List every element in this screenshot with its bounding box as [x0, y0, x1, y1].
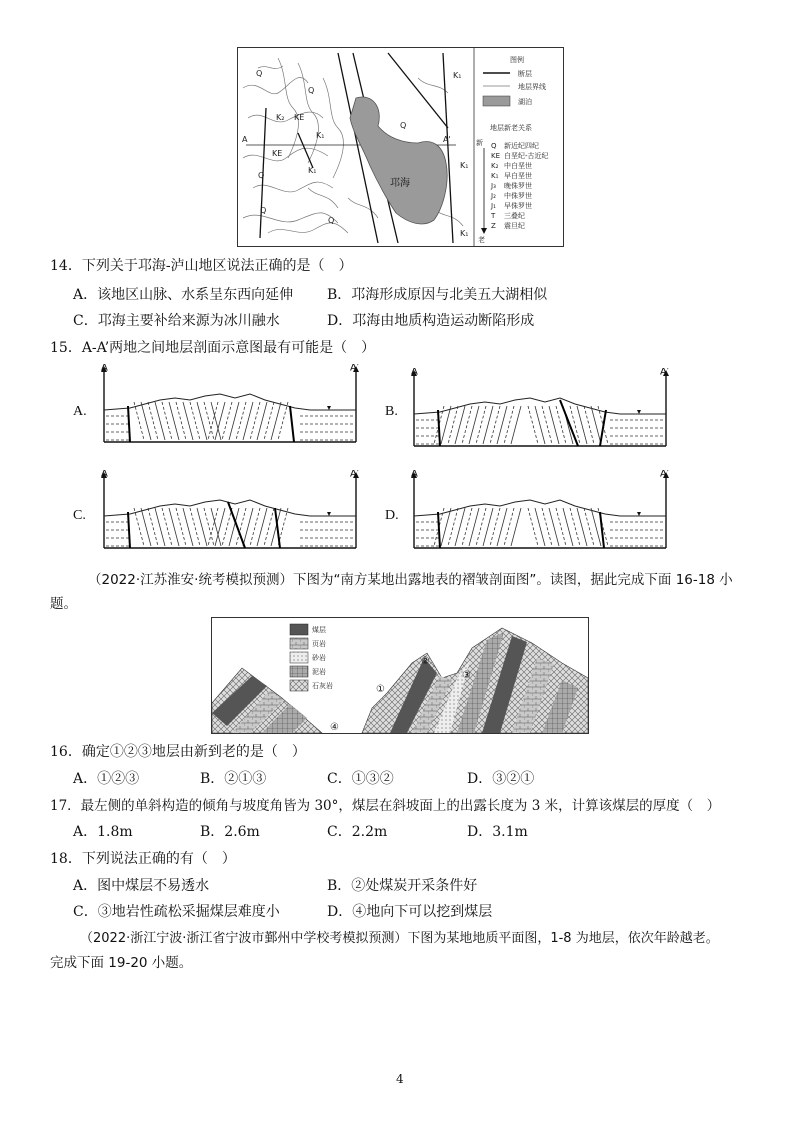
q15-label-a[interactable]: A.	[73, 404, 87, 419]
q15-label-b[interactable]: B.	[385, 404, 398, 419]
strata-name: 中白垩世	[504, 162, 532, 170]
fold-legend-shale: 页岩	[312, 640, 326, 648]
q17-option-b[interactable]: B．2.6m	[200, 824, 260, 840]
section-end-a2: A′	[350, 364, 360, 374]
q14-option-c[interactable]: C．邛海主要补给来源为冰川融水	[73, 313, 280, 329]
section-diagram-c[interactable]	[100, 470, 362, 560]
strata-code: KE	[491, 152, 501, 160]
strata-name: 新近纪四纪	[504, 142, 539, 150]
q18-option-c[interactable]: C．③地岩性疏松采掘煤层难度小	[73, 904, 280, 920]
section-end-a: A	[411, 470, 418, 480]
strata-name: 早白垩世	[504, 172, 532, 180]
legend-title: 图例	[510, 56, 524, 64]
strata-name: 白垩纪-古近纪	[504, 152, 549, 160]
map-code: K₁	[453, 71, 462, 80]
geologic-map-svg	[238, 48, 563, 246]
strata-code: J₂	[491, 192, 496, 200]
section-end-a: A	[101, 364, 108, 374]
legend-item-boundary: 地层界线	[518, 83, 546, 91]
fold-legend-mudstone: 泥岩	[312, 668, 326, 676]
map-code: Q	[256, 69, 263, 78]
page-number: 4	[396, 1072, 404, 1086]
q16-option-c[interactable]: C．①③②	[327, 771, 394, 787]
map-point-a: A	[242, 135, 248, 144]
fold-legend	[290, 624, 333, 691]
fold-legend-coal: 煤层	[312, 626, 326, 634]
legend-item-fault: 断层	[518, 70, 532, 78]
q16-option-a[interactable]: A．①②③	[73, 771, 140, 787]
fold-marker-4: ④	[330, 722, 339, 733]
q14-option-a[interactable]: A．该地区山脉、水系呈东西向延伸	[73, 287, 294, 303]
q18-stem: 18．下列说法正确的有（ ）	[50, 851, 236, 867]
map-code: Q	[400, 121, 407, 130]
right-folds	[362, 628, 588, 733]
q18-option-d[interactable]: D．④地向下可以挖到煤层	[327, 904, 493, 920]
fold-marker-1: ①	[376, 684, 385, 695]
fold-section-figure	[211, 617, 589, 734]
q15-label-d[interactable]: D.	[385, 508, 399, 523]
map-code: KE	[294, 113, 305, 122]
q16-option-b[interactable]: B．②①③	[200, 771, 267, 787]
q16-option-d[interactable]: D．③②①	[467, 771, 535, 787]
q15-stem: 15．A-A’两地之间地层剖面示意图最有可能是（ ）	[50, 340, 376, 356]
strata-title: 地层新老关系	[490, 124, 532, 132]
strata-name: 晚侏罗世	[504, 182, 532, 190]
q16-stem: 16．确定①②③地层由新到老的是（ ）	[50, 744, 306, 760]
strata-code: Z	[491, 222, 496, 230]
q17-option-a[interactable]: A．1.8m	[73, 824, 133, 840]
intro-19-20-line2: 完成下面 19-20 小题。	[50, 955, 193, 971]
strata-name: 三叠纪	[504, 212, 525, 220]
map-code: K₁	[460, 161, 469, 170]
fold-legend-limestone: 石灰岩	[312, 682, 333, 690]
strata-code: T	[491, 212, 496, 220]
strata-name: 中侏罗世	[504, 192, 532, 200]
map-point-a2: A'	[443, 135, 451, 144]
section-diagram-a[interactable]	[100, 364, 362, 454]
map-code: Q	[260, 206, 267, 215]
strata-name: 震旦纪	[504, 222, 525, 230]
q14-option-d[interactable]: D．邛海由地质构造运动断陷形成	[327, 313, 535, 329]
map-code: K₁	[460, 229, 469, 238]
lake-label: 邛海	[390, 178, 410, 189]
q18-option-b[interactable]: B．②处煤炭开采条件好	[327, 878, 478, 894]
fold-legend-sandstone: 砂岩	[312, 654, 326, 662]
map-code: Q	[328, 216, 335, 225]
map-code: K₁	[308, 166, 317, 175]
intro-19-20-line1: （2022·浙江宁波·浙江省宁波市鄞州中学校考模拟预测）下图为某地地质平面图，1-8 为地层，依次年龄越老。	[80, 931, 719, 946]
fold-marker-3: ③	[462, 670, 471, 681]
section-diagram-b[interactable]	[410, 368, 672, 458]
map-code: Q	[308, 86, 315, 95]
left-monocline	[212, 668, 322, 733]
strata-code: Q	[491, 142, 497, 150]
map-code: K₂	[276, 113, 285, 122]
fold-section-svg	[212, 618, 588, 733]
q18-option-a[interactable]: A．图中煤层不易透水	[73, 878, 210, 894]
intro-16-18-line2: 题。	[50, 596, 77, 612]
fold-marker-2: ②	[421, 656, 430, 667]
q14-stem: 14．下列关于邛海-泸山地区说法正确的是（ ）	[50, 258, 353, 274]
q14-option-b[interactable]: B．邛海形成原因与北美五大湖相似	[327, 287, 548, 303]
intro-16-18-line1: （2022·江苏淮安·统考模拟预测）下图为“南方某地出露地表的褶皱剖面图”。读图，据此完成下面 16-18 小	[88, 572, 733, 588]
arrow-old-label: 老	[478, 236, 485, 244]
strata-code: K₂	[491, 162, 499, 170]
strata-name: 早侏罗世	[504, 202, 532, 210]
q15-label-c[interactable]: C.	[73, 508, 86, 523]
section-end-a: A	[411, 368, 418, 378]
map-code: Q	[258, 171, 265, 180]
section-end-a2: A′	[350, 470, 360, 480]
section-diagram-d[interactable]	[410, 470, 672, 560]
strata-code: K₁	[491, 172, 499, 180]
arrow-new-label: 新	[476, 139, 483, 147]
lake-qionghai	[350, 97, 447, 224]
section-end-a2: A′	[660, 470, 670, 480]
strata-code: J₃	[491, 182, 496, 190]
map-code: KE	[272, 149, 283, 158]
q17-option-d[interactable]: D．3.1m	[467, 824, 528, 840]
section-end-a: A	[101, 470, 108, 480]
map-code: K₁	[316, 131, 325, 140]
section-end-a2: A′	[660, 368, 670, 378]
geologic-map-figure	[237, 47, 564, 247]
q17-stem: 17．最左侧的单斜构造的倾角与坡度角皆为 30°，煤层在斜坡面上的出露长度为 3 米，计算该煤层的厚度（ ）	[50, 798, 721, 814]
legend-item-lake: 湖泊	[518, 98, 532, 106]
q17-option-c[interactable]: C．2.2m	[327, 824, 388, 840]
strata-code: J₁	[491, 202, 496, 210]
